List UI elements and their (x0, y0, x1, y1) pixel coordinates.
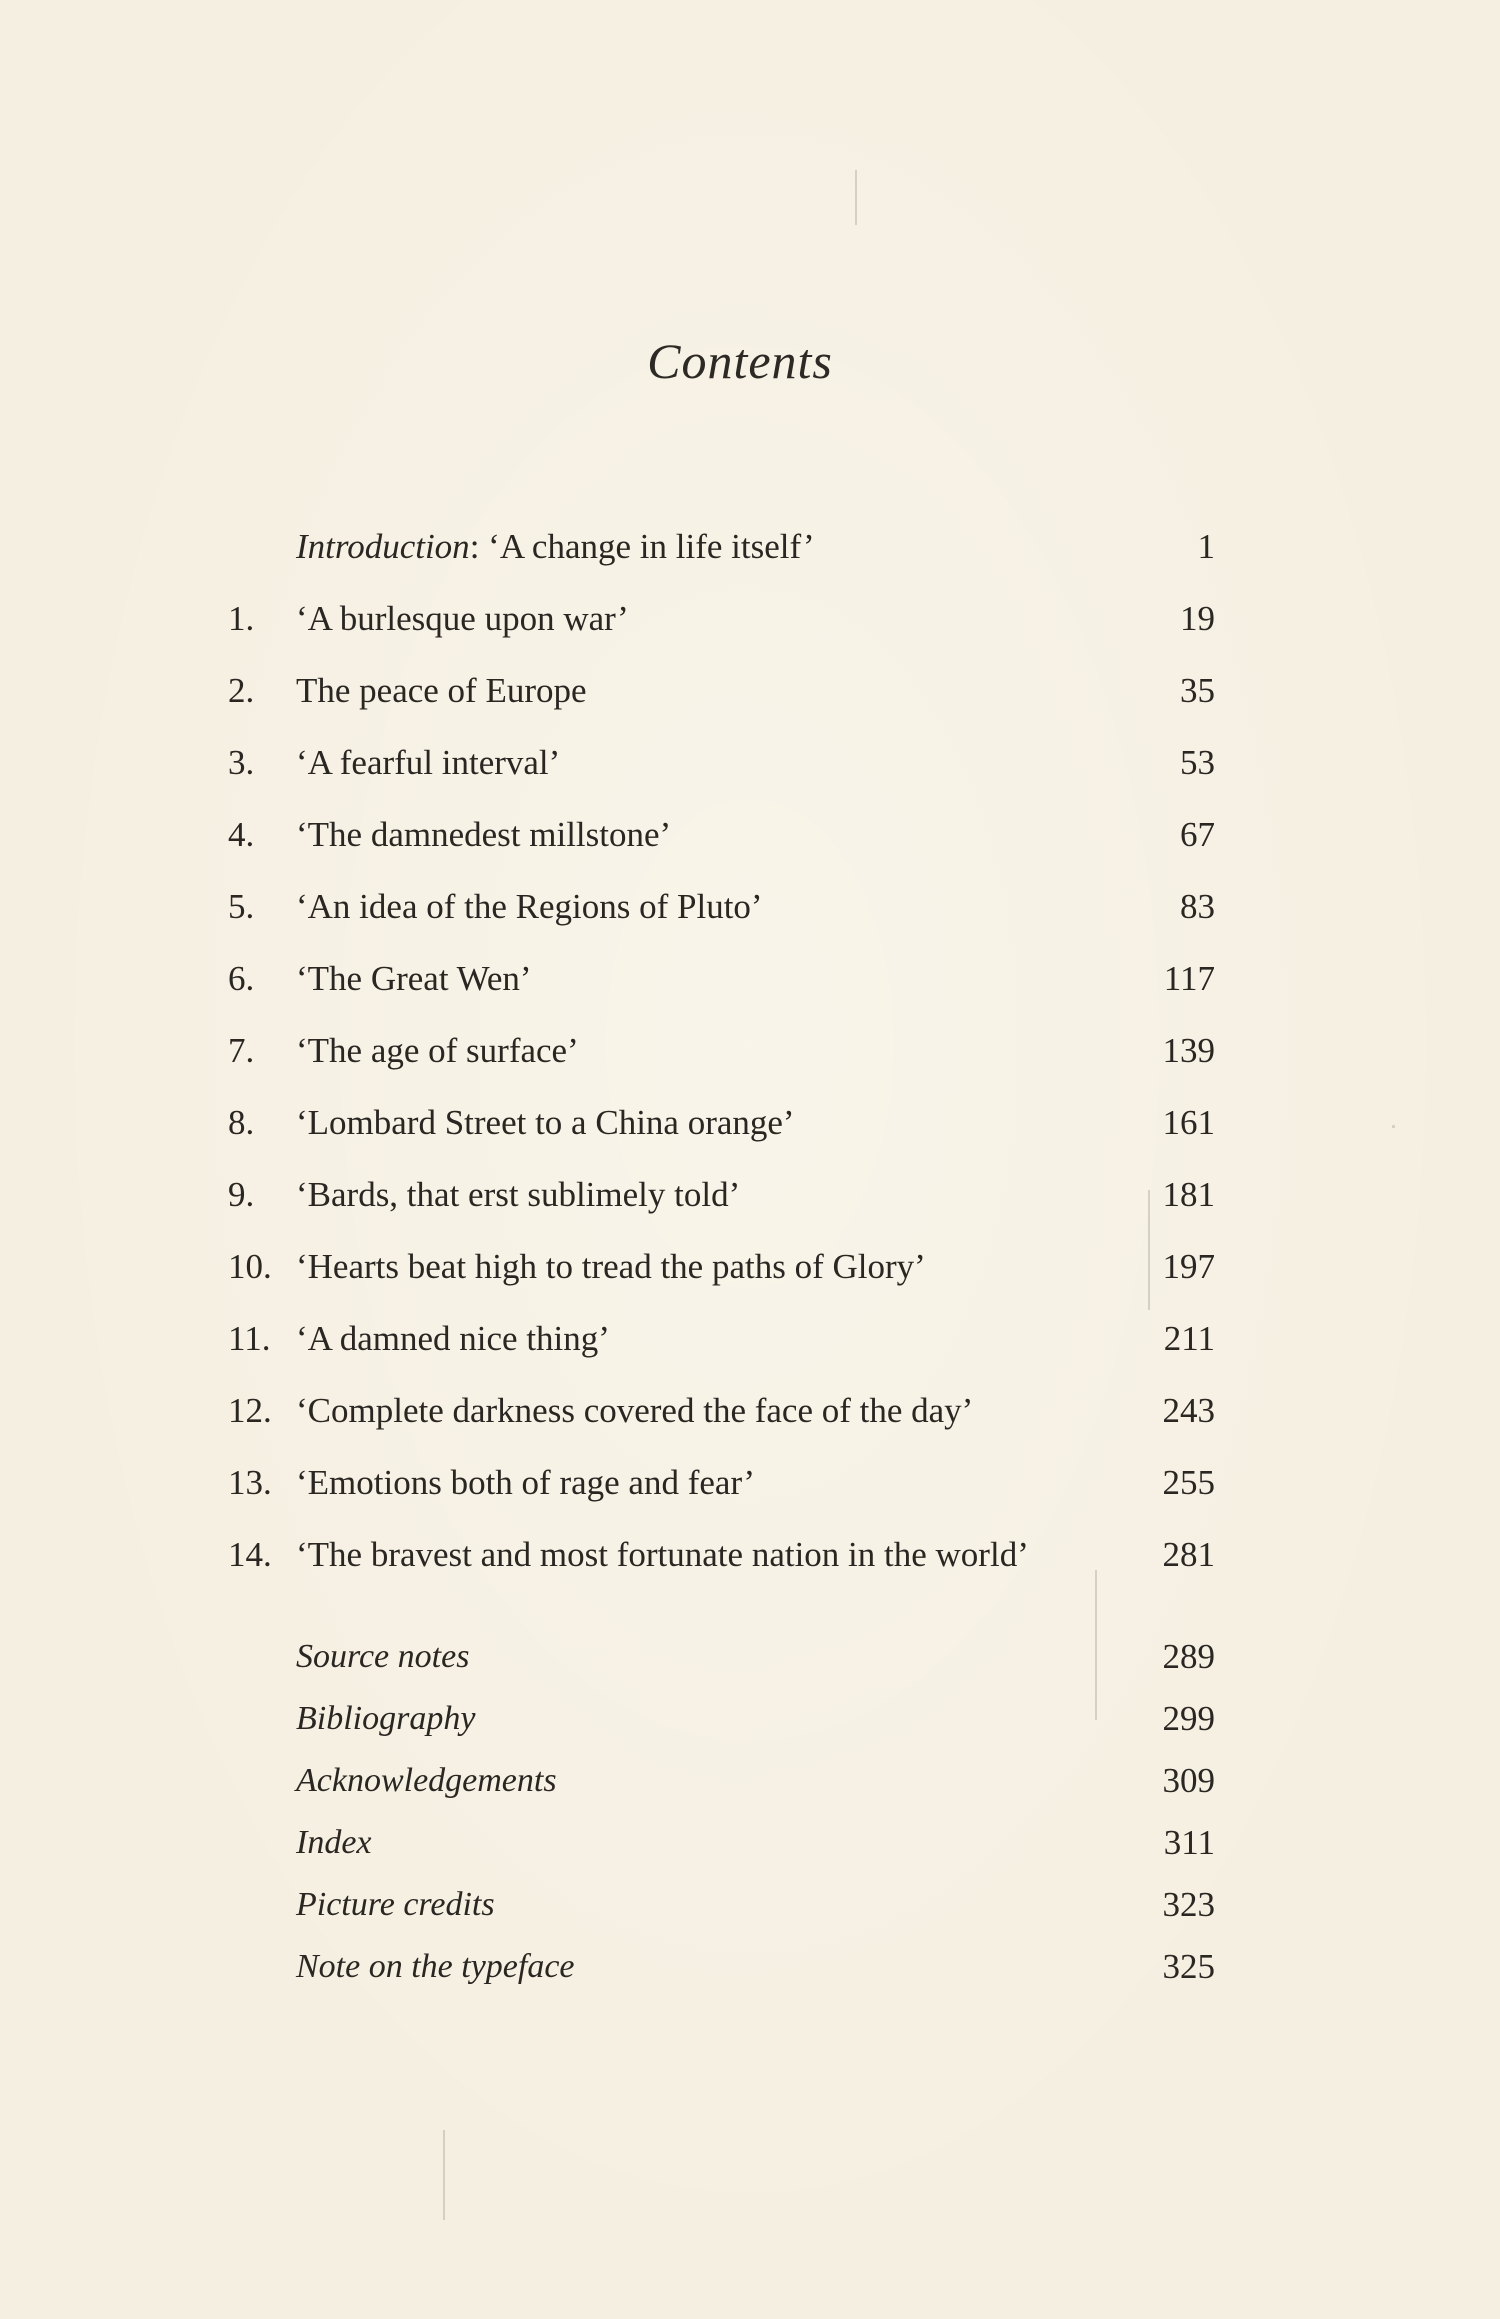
toc-row-chapter (0, 1530, 1500, 1580)
chapter-title: ‘The Great Wen’ (296, 959, 532, 998)
chapter-page: 211 (1163, 1319, 1215, 1358)
back-matter-page: 311 (1163, 1823, 1215, 1862)
chapter-title: ‘A burlesque upon war’ (296, 599, 629, 638)
back-matter-title: Bibliography (296, 1700, 476, 1737)
toc-row-chapter (0, 882, 1500, 932)
chapter-number: 12. (228, 1391, 272, 1430)
chapter-number: 3. (228, 743, 255, 782)
toc-row-chapter (0, 954, 1500, 1004)
chapter-number: 1. (228, 599, 255, 638)
chapter-page: 67 (1180, 815, 1215, 854)
chapter-number: 11. (228, 1319, 271, 1358)
chapter-number: 14. (228, 1535, 272, 1574)
toc-row-back-matter (0, 1756, 1500, 1806)
chapter-page: 197 (1162, 1247, 1215, 1286)
toc-row-chapter (0, 666, 1500, 716)
paper-speck (1148, 1190, 1150, 1310)
toc-row-chapter (0, 1242, 1500, 1292)
back-matter-title: Acknowledgements (296, 1762, 557, 1799)
chapter-page: 35 (1180, 671, 1215, 710)
chapter-title: ‘An idea of the Regions of Pluto’ (296, 887, 763, 926)
chapter-number: 6. (228, 959, 255, 998)
paper-speck (855, 170, 857, 225)
chapter-page: 161 (1162, 1103, 1215, 1142)
toc-row-chapter (0, 1098, 1500, 1148)
toc-entry-title (296, 522, 815, 572)
chapter-title: ‘The bravest and most fortunate nation in the world’ (296, 1535, 1029, 1574)
toc-row-chapter (0, 594, 1500, 644)
chapter-title: ‘Bards, that erst sublimely told’ (296, 1175, 741, 1214)
toc-row-back-matter (0, 1942, 1500, 1992)
chapter-title: ‘A fearful interval’ (296, 743, 561, 782)
paper-speck (1392, 1125, 1395, 1128)
toc-entry-page: 1 (1197, 527, 1215, 566)
chapter-number: 8. (228, 1103, 255, 1142)
toc-row-back-matter (0, 1818, 1500, 1868)
chapter-number: 4. (228, 815, 255, 854)
introduction-prefix: Introduction (296, 527, 470, 566)
chapter-title: ‘Emotions both of rage and fear’ (296, 1463, 756, 1502)
toc-row-chapter (0, 1386, 1500, 1436)
page-title: Contents (647, 333, 833, 389)
chapter-title: ‘Complete darkness covered the face of the day’ (296, 1391, 974, 1430)
chapter-title: ‘Lombard Street to a China orange’ (296, 1103, 795, 1142)
toc-row-chapter (0, 1458, 1500, 1508)
toc-row-chapter (0, 738, 1500, 788)
chapter-number: 10. (228, 1247, 272, 1286)
chapter-page: 181 (1162, 1175, 1215, 1214)
chapter-number: 7. (228, 1031, 255, 1070)
chapter-title: ‘Hearts beat high to tread the paths of Glory’ (296, 1247, 926, 1286)
chapter-page: 139 (1162, 1031, 1215, 1070)
chapter-title: The peace of Europe (296, 671, 587, 710)
toc-row-introduction (0, 522, 1500, 572)
chapter-number: 9. (228, 1175, 255, 1214)
paper-speck (1095, 1570, 1097, 1720)
chapter-page: 83 (1180, 887, 1215, 926)
back-matter-page: 289 (1162, 1637, 1215, 1676)
back-matter-title: Picture credits (296, 1886, 495, 1923)
chapter-page: 281 (1162, 1535, 1215, 1574)
chapter-page: 255 (1162, 1463, 1215, 1502)
toc-row-back-matter (0, 1694, 1500, 1744)
paper-speck (443, 2130, 445, 2220)
back-matter-page: 325 (1162, 1947, 1215, 1986)
back-matter-title: Source notes (296, 1638, 470, 1675)
chapter-title: ‘A damned nice thing’ (296, 1319, 610, 1358)
chapter-number: 5. (228, 887, 255, 926)
back-matter-page: 309 (1162, 1761, 1215, 1800)
back-matter-page: 323 (1162, 1885, 1215, 1924)
toc-row-chapter (0, 810, 1500, 860)
back-matter-title: Note on the typeface (296, 1948, 575, 1985)
chapter-page: 19 (1180, 599, 1215, 638)
chapter-number: 13. (228, 1463, 272, 1502)
introduction-title: : ‘A change in life itself’ (469, 527, 815, 566)
chapter-page: 53 (1180, 743, 1215, 782)
toc-row-back-matter (0, 1632, 1500, 1682)
chapter-title: ‘The age of surface’ (296, 1031, 579, 1070)
chapter-page: 243 (1162, 1391, 1215, 1430)
back-matter-page: 299 (1162, 1699, 1215, 1738)
chapter-page: 117 (1163, 959, 1215, 998)
back-matter-title: Index (296, 1824, 372, 1861)
toc-row-chapter (0, 1170, 1500, 1220)
chapter-title: ‘The damnedest millstone’ (296, 815, 672, 854)
toc-row-chapter (0, 1026, 1500, 1076)
toc-row-chapter (0, 1314, 1500, 1364)
chapter-number: 2. (228, 671, 255, 710)
toc-row-back-matter (0, 1880, 1500, 1930)
